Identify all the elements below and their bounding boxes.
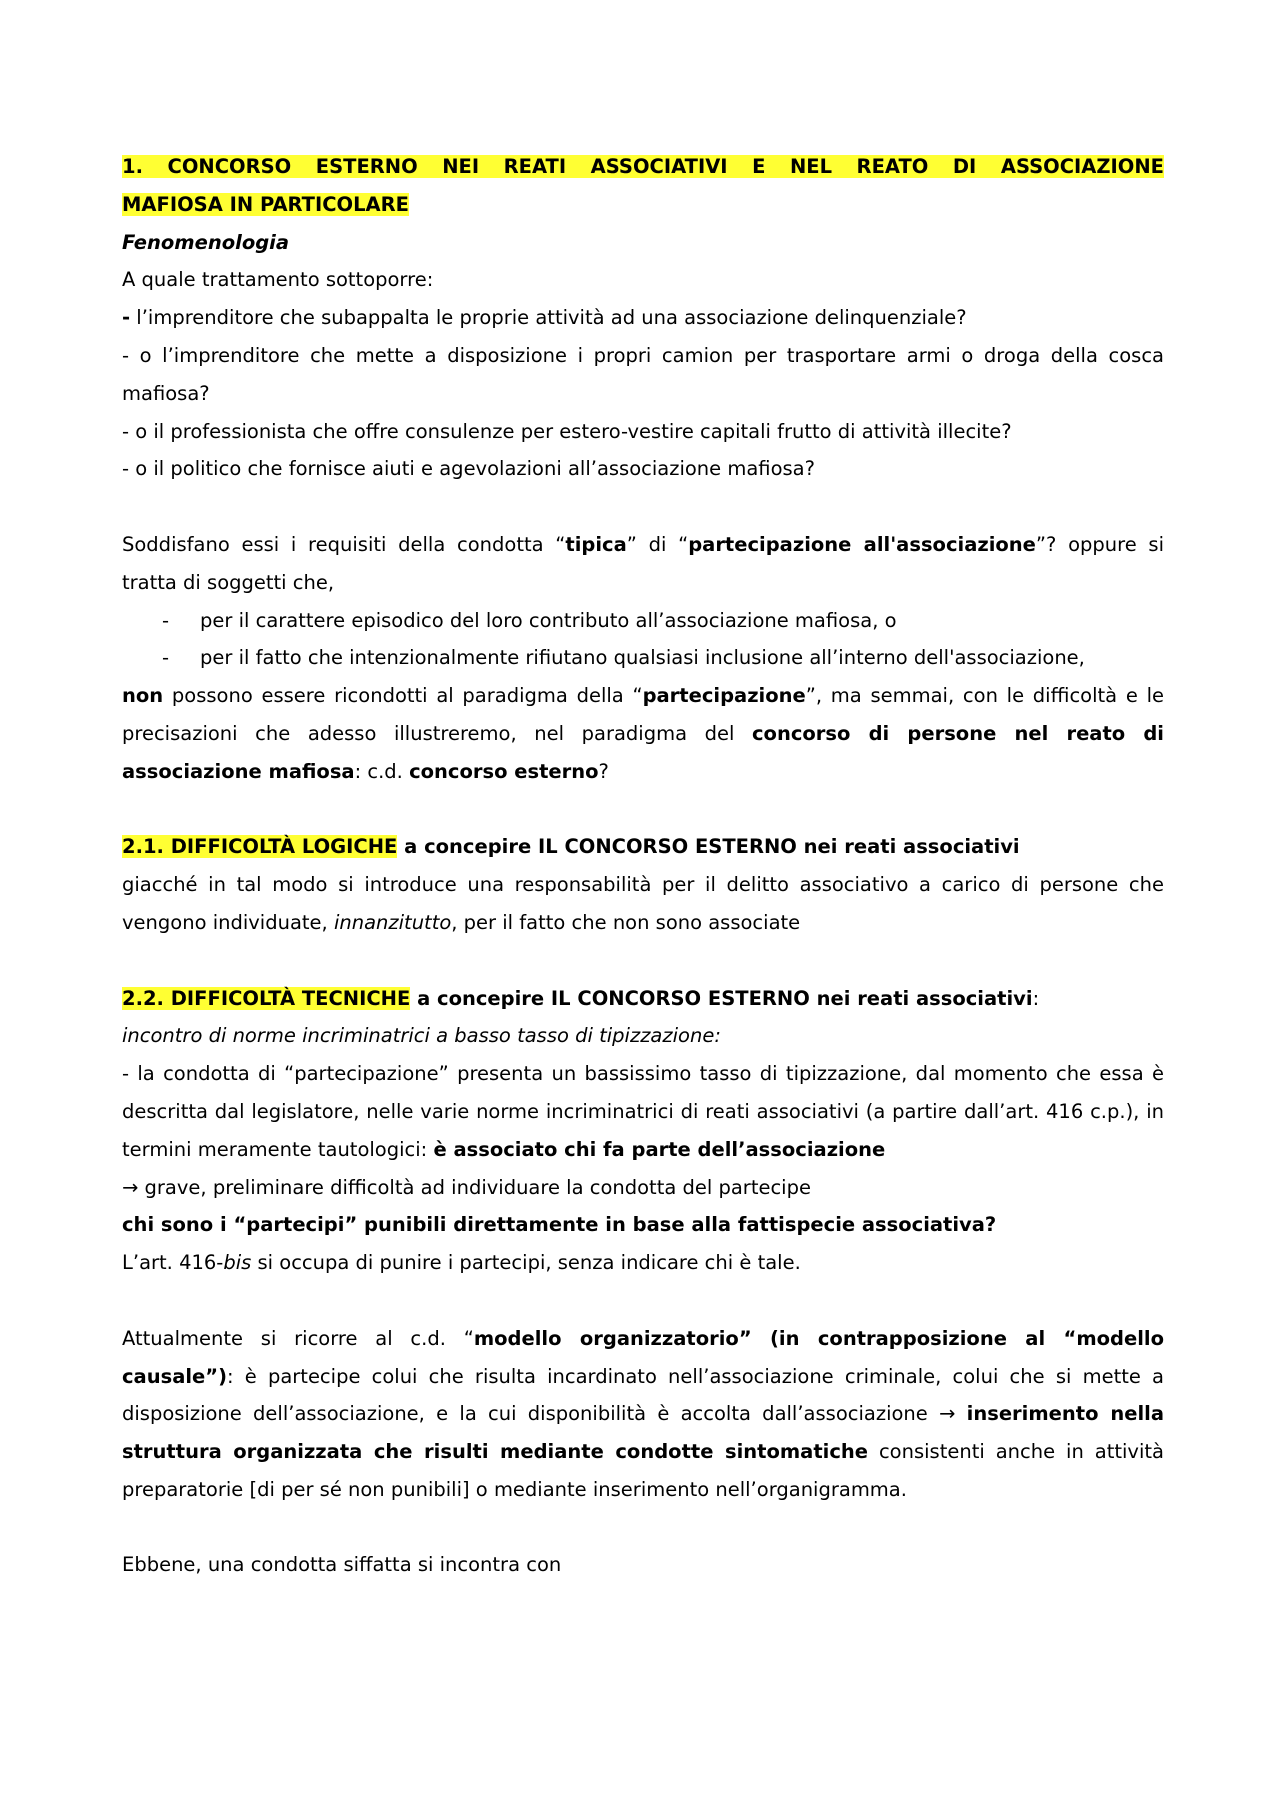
question-partecipi: chi sono i “partecipi” punibili direttamente in base alla fattispecie associativa? [122,1213,997,1237]
heading-2-2: 2.2. DIFFICOLTÀ TECNICHE a concepire IL CONCORSO ESTERNO nei reati associativi: [122,986,1040,1010]
heading-1-line-2: MAFIOSA IN PARTICOLARE [122,192,409,216]
spacer [122,488,1164,526]
subheading-incontro: incontro di norme incriminatrici a basso tasso di tipizzazione: [122,1024,721,1048]
question-2: - o l’imprenditore che mette a disposizione i propri camion per trasportare armi o droga della cosca mafiosa? [122,343,1164,405]
paragraph-art-416-bis: L’art. 416-bis si occupa di punire i partecipi, senza indicare chi è tale. [122,1251,801,1275]
heading-1-line-1 [122,148,1164,186]
document-page [122,148,1164,1584]
paragraph-ebbene: Ebbene, una condotta siffatta si incontra con [122,1553,562,1577]
paragraph-partecipazione: - la condotta di “partecipazione” presenta un bassissimo tasso di tipizzazione, dal momento che essa è descritta dal legislatore, nelle varie norme incriminatrici di reati associativi (a partire dall’art. 416 c.p.), in termini meramente tautologici: è associato chi fa parte dell’associazione [122,1062,1164,1161]
subheading-fenomenologia: Fenomenologia [122,230,290,254]
list-item: - per il carattere episodico del loro contributo all’associazione mafiosa, o [162,608,897,632]
paragraph-difficolta-logiche: giacché in tal modo si introduce una responsabilità per il delitto associativo a carico di persone che vengono individuate, innanzitutto, per il fatto che non sono associate [122,873,1164,934]
heading-2-1: 2.1. DIFFICOLTÀ LOGICHE a concepire IL CONCORSO ESTERNO nei reati associativi [122,835,1020,859]
question-3: - o il professionista che offre consulenze per estero-vestire capitali frutto di attività illecite? [122,419,1012,443]
question-1: - l’imprenditore che subappalta le proprie attività ad una associazione delinquenziale? [122,306,967,330]
paragraph-modello-organizzatorio: Attualmente si ricorre al c.d. “modello organizzatorio” (in contrapposizione al “modello causale”): è partecipe colui che risulta incardinato nell’associazione criminale, colui che si mette a disposizione dell’associazione, e la cui disponibilità è accolta dall’associazione → inserimento nella struttura organizzata che risulti mediante condotte sintomatiche consistenti anche in attività preparatorie [di per sé non punibili] o mediante inserimento nell’organigramma. [122,1326,1165,1501]
intro-text: A quale trattamento sottoporre: [122,268,434,292]
spacer [122,1509,1164,1547]
spacer [122,791,1164,829]
spacer [122,1282,1164,1320]
paragraph-paradigma: non possono essere ricondotti al paradigma della “partecipazione”, ma semmai, con le difficoltà e le precisazioni che adesso illustreremo, nel paradigma del concorso di persone nel reato di associazione mafiosa: c.d. concorso esterno? [122,684,1164,783]
heading-1-text: 1. CONCORSO ESTERNO NEI REATI ASSOCIATIVI E NEL REATO DI ASSOCIAZIONE [122,155,1164,178]
arrow-right-icon: → [939,1402,956,1426]
question-4: - o il politico che fornisce aiuti e agevolazioni all’associazione mafiosa? [122,457,815,481]
list-item: - per il fatto che intenzionalmente rifiutano qualsiasi inclusione all’interno dell'associazione, [162,646,1085,670]
spacer [122,942,1164,980]
paragraph-requisiti: Soddisfano essi i requisiti della condotta “tipica” di “partecipazione all'associazione”? oppure si tratta di soggetti che, [122,532,1164,594]
arrow-right-icon: → [122,1175,139,1199]
paragraph-arrow: → grave, preliminare difficoltà ad individuare la condotta del partecipe [122,1169,1164,1207]
